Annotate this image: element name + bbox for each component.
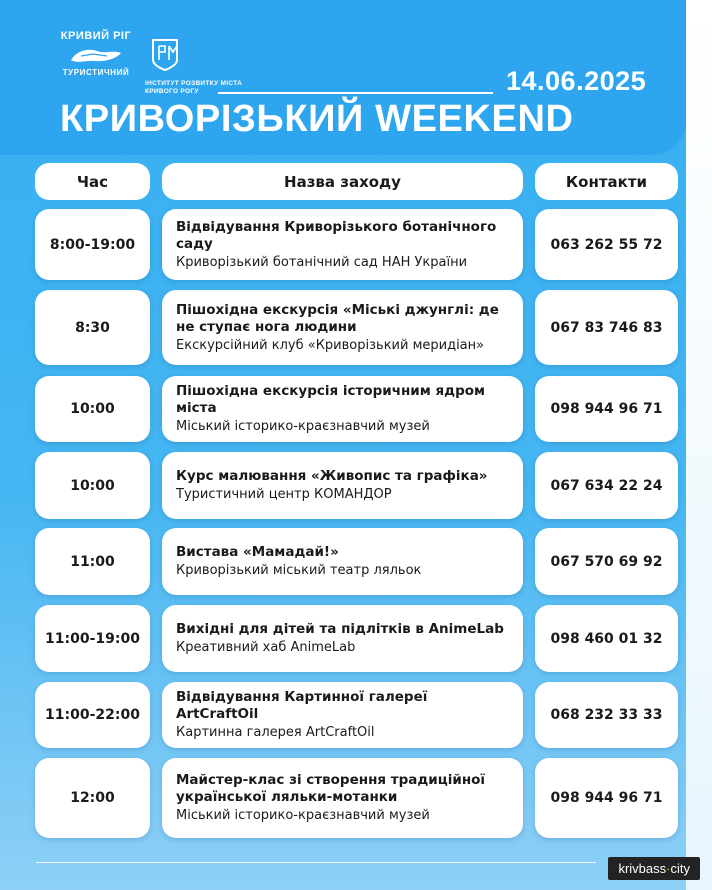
logo-city-text: КРИВИЙ РІГ [60,30,132,42]
column-header-event: Назва заходу [162,163,523,200]
footer-divider [36,862,596,863]
right-edge-strip [686,0,712,890]
row-event [162,682,523,748]
row-event [162,452,523,519]
event-place: Криворізький ботанічний сад НАН України [176,254,468,270]
row-event [162,528,523,595]
row-event [162,376,523,442]
row-time: 11:00 [35,528,150,595]
logo-tourist-text: ТУРИСТИЧНИЙ [62,68,130,77]
column-header-contacts: Контакти [535,163,678,200]
row-phone: 063 262 55 72 [535,209,678,280]
event-place: Екскурсійний клуб «Криворізький меридіан» [176,337,485,353]
row-event [162,758,523,838]
row-time: 11:00-19:00 [35,605,150,672]
event-name: Вистава «Мамадай!» [176,544,339,560]
city-map-icon [67,44,125,66]
event-place: Криворізький міський театр ляльок [176,563,422,578]
event-place: Картинна галерея ArtCraftOil [176,725,375,740]
event-name: Відвідування Картинної галереї ArtCraftOil [176,689,428,722]
row-time: 8:00-19:00 [35,209,150,280]
row-event [162,290,523,365]
row-phone: 068 232 33 33 [535,682,678,748]
event-date: 14.06.2025 [506,66,647,96]
row-time: 10:00 [35,376,150,442]
row-phone: 067 83 746 83 [535,290,678,365]
row-phone: 098 460 01 32 [535,605,678,672]
row-time: 8:30 [35,290,150,365]
event-place: Міський історико-краєзнавчий музей [176,419,430,434]
watermark-dot: · [666,861,671,876]
krivbass-city-watermark [608,857,700,880]
event-name: Курс малювання «Живопис та графіка» [176,468,488,484]
row-phone: 098 944 96 71 [535,376,678,442]
column-header-time: Час [35,163,150,200]
page-title: КРИВОРІЗЬКИЙ WEEKEND [60,98,574,140]
institute-emblem-icon [151,38,179,72]
row-phone: 067 570 69 92 [535,528,678,595]
event-name: Відвідування Криворізького ботанічного саду [176,218,497,252]
event-place: Міський історико-краєзнавчий музей [176,808,430,823]
row-event [162,209,523,280]
event-name: Пішохідна екскурсія історичним ядром міста [176,383,486,416]
row-phone: 098 944 96 71 [535,758,678,838]
row-time: 12:00 [35,758,150,838]
kryvyi-rih-tourist-logo [56,30,136,77]
event-name: Майстер-клас зі створення традиційної української ляльки-мотанки [176,772,486,805]
header-divider [218,92,493,94]
watermark-right: city [670,861,690,876]
row-phone: 067 634 22 24 [535,452,678,519]
event-name: Вихідні для дітей та підлітків в AnimeLab [176,621,504,637]
institute-text: ІНСТИТУТ РОЗВИТКУ МІСТА КРИВОГО РОГУ [145,80,243,95]
row-time: 11:00-22:00 [35,682,150,748]
watermark-left: krivbass [618,861,667,876]
event-place: Туристичний центр КОМАНДОР [176,487,392,502]
event-place: Креативний хаб AnimeLab [176,640,356,655]
row-event [162,605,523,672]
row-time: 10:00 [35,452,150,519]
institute-logo [145,38,245,96]
event-name: Пішохідна екскурсія «Міські джунглі: де не ступає нога людини [176,301,499,335]
